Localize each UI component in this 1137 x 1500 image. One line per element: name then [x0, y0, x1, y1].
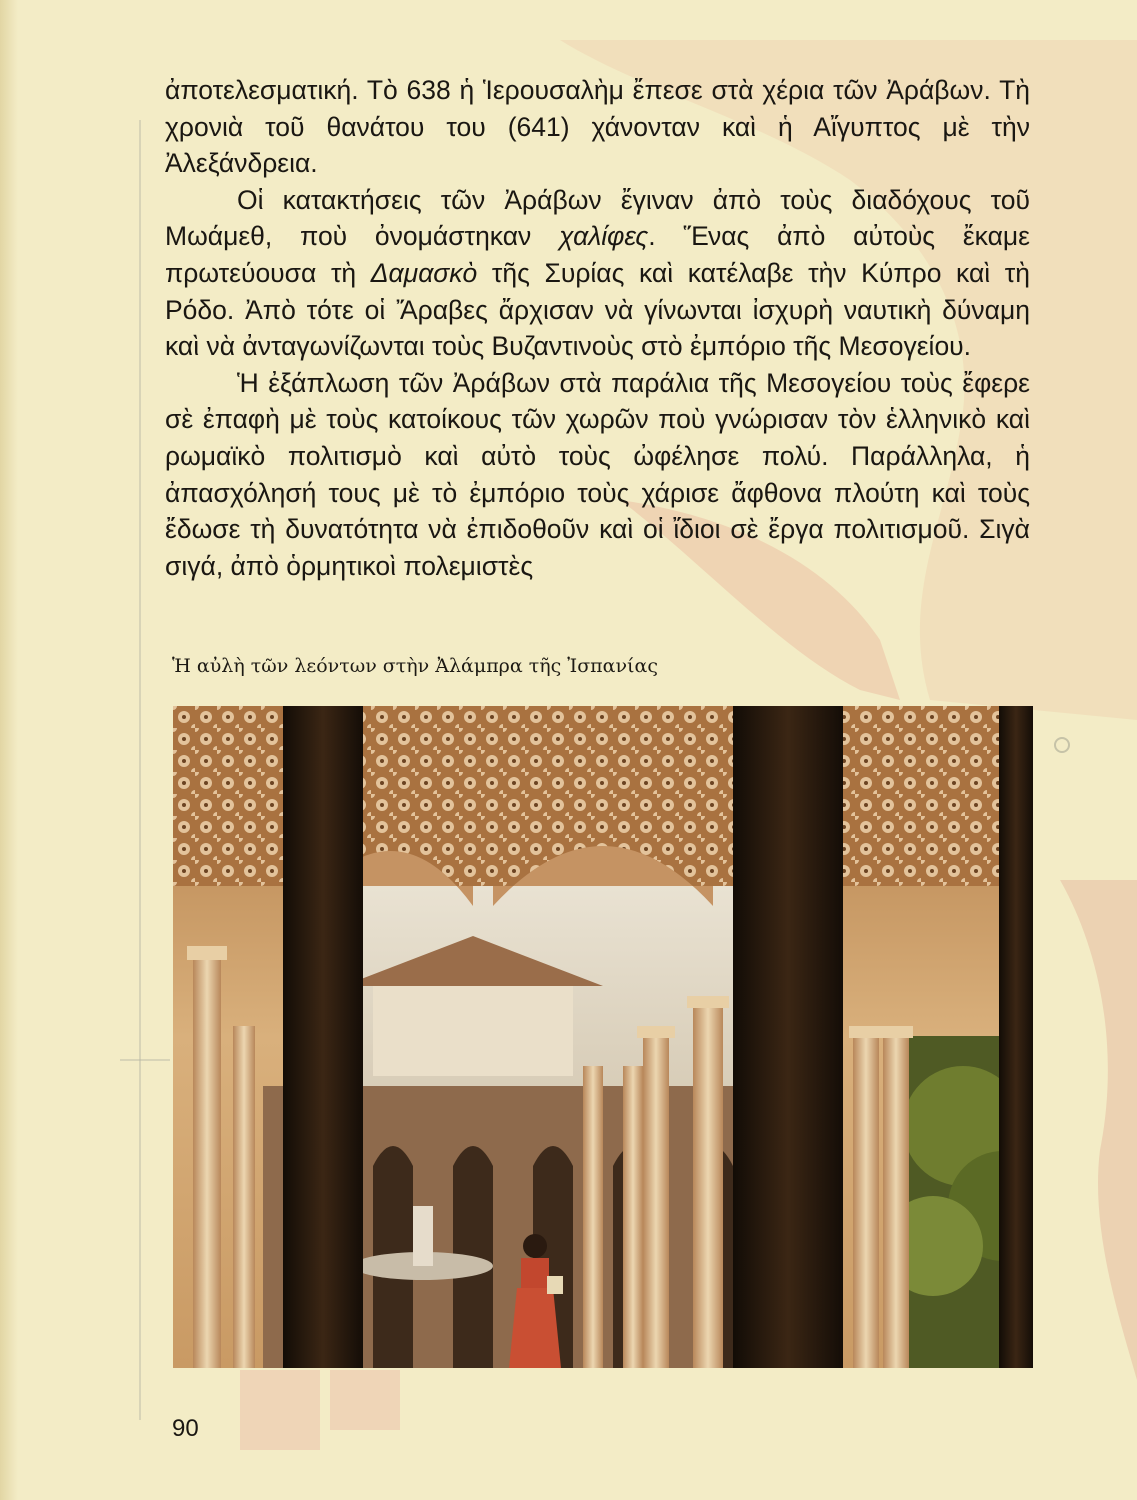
italic-term: χαλίφες [559, 221, 649, 252]
text-segment: τῆς Συρίας καὶ κατέλαβε τὴν Κύπρο καὶ τὴ Ρόδο. Ἀπὸ τότε οἱ Ἄραβες ἄρχισαν νὰ γίνωνται ἰσχυρὴ ναυτικὴ δύναμη καὶ νὰ ἀνταγωνίζωνται τοὺς Βυζαντινοὺς στὸ ἐμπόριο τῆς Μεσογείου. [165, 257, 1030, 362]
italic-term: Δαμασκὸ [370, 257, 478, 288]
paragraph-2 [165, 182, 1030, 365]
text-segment: Οἱ κατακτήσεις τῶν Ἀράβων ἔγιναν ἀπὸ τοὺς διαδόχους τοῦ Μωάμεθ, ποὺ ὀνομάστηκαν [165, 184, 1030, 252]
paragraph-3 [165, 365, 1030, 585]
page-number: 90 [172, 1415, 199, 1442]
text-segment: ἀποτελεσματική. Τὸ 638 ἡ Ἱερουσαλὴμ ἔπεσε στὰ χέρια τῶν Ἀράβων. Τὴ χρονιὰ τοῦ θανάτου του (641) χάνονταν καὶ ἡ Αἴγυπτος μὲ τὴν Ἀλεξάνδρεια. [165, 75, 1030, 179]
text-segment: . Ἕνας ἀπὸ αὐτοὺς ἔκαμε πρωτεύουσα τὴ [165, 221, 1030, 288]
text-segment: Ἡ ἐξάπλωση τῶν Ἀράβων στὰ παράλια τῆς Μεσογείου τοὺς ἔφερε σὲ ἐπαφὴ μὲ τοὺς κατοίκους τῶν χωρῶν ποὺ γνώρισαν τὸν ἑλληνικὸ καὶ ρωμαϊκὸ πολιτισμὸ καὶ αὐτὸ τοὺς ὠφέλησε πολύ. Παράλληλα, ἡ ἀπασχόλησή τους μὲ τὸ ἐμπόριο τοὺς χάρισε ἄφθονα πλούτη καὶ τοὺς ἔδωσε τὴ δυνατότητα νὰ ἐπιδοθοῦν καὶ οἱ ἴδιοι σὲ ἔργα πολιτισμοῦ. Σιγὰ σιγά, ἀπὸ ὁρμητικοὶ πολεμιστὲς [165, 367, 1030, 581]
body-text [165, 72, 1030, 584]
page-edge-shadow [0, 0, 18, 1500]
paragraph-1 [165, 72, 1030, 182]
photo-caption: Ἡ αὐλὴ τῶν λεόντων στὴν Ἀλάμπρα τῆς Ἰσπανίας [172, 655, 658, 677]
alhambra-court-of-lions-photo [173, 706, 1033, 1368]
